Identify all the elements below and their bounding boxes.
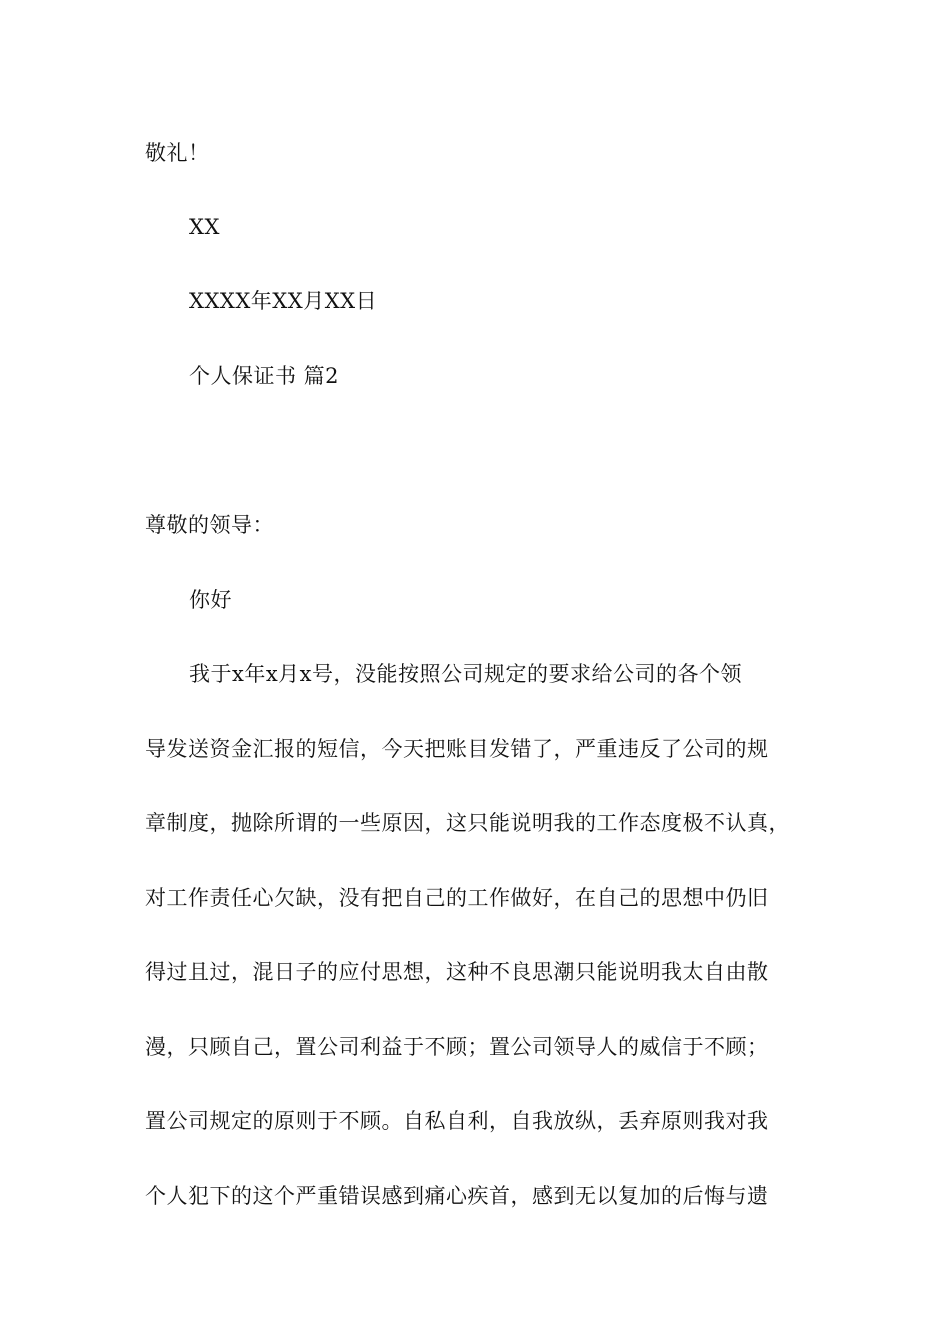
signature-date: XXXX年XX月XX日: [189, 289, 378, 313]
body-line: 导发送资金汇报的短信，今天把账目发错了，严重违反了公司的规: [145, 737, 769, 761]
body-line: 得过且过，混日子的应付思想，这种不良思潮只能说明我太自由散: [145, 960, 769, 984]
body-line: 我于x年x月x号，没能按照公司规定的要求给公司的各个领: [189, 662, 743, 686]
body-line: 章制度，抛除所谓的一些原因，这只能说明我的工作态度极不认真，: [145, 811, 790, 835]
body-line: 置公司规定的原则于不顾。自私自利，自我放纵，丢弃原则我对我: [145, 1109, 769, 1133]
body-line: 对工作责任心欠缺，没有把自己的工作做好，在自己的思想中仍旧: [145, 886, 769, 910]
body-line: 漫，只顾自己，置公司利益于不顾；置公司领导人的威信于不顾；: [145, 1035, 769, 1059]
closing-salute: 敬礼！: [145, 141, 210, 165]
hello-line: 你好: [189, 588, 232, 612]
section-heading: 个人保证书 篇2: [189, 364, 340, 388]
signer-name: XX: [189, 215, 220, 239]
greeting: 尊敬的领导：: [145, 513, 274, 537]
body-line: 个人犯下的这个严重错误感到痛心疾首，感到无以复加的后悔与遗: [145, 1184, 769, 1208]
